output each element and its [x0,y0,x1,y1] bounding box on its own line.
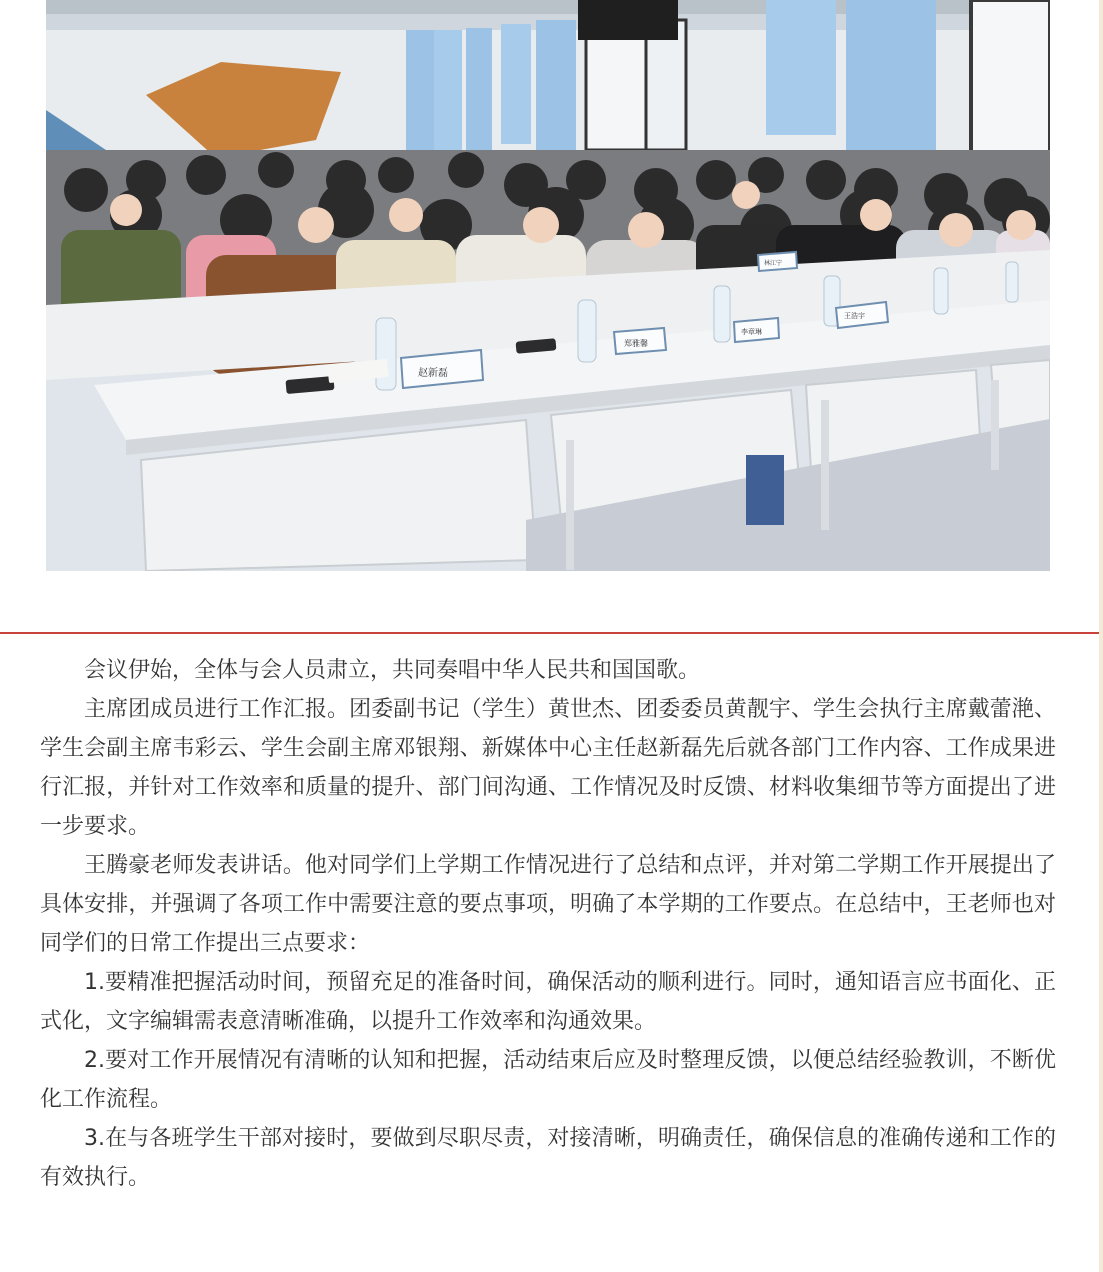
paragraph-teacher-speech: 王腾豪老师发表讲话。他对同学们上学期工作情况进行了总结和点评，并对第二学期工作开展提出了具体安排，并强调了各项工作中需要注意的要点事项，明确了本学期的工作要点。在总结中，王老师也对同学们的日常工作提出三点要求： [40,853,1056,956]
paragraph-work-report: 主席团成员进行工作汇报。团委副书记（学生）黄世杰、团委委员黄靓宇、学生会执行主席戴蕾滟、学生会副主席韦彩云、学生会副主席邓银翔、新媒体中心主任赵新磊先后就各部门工作内容、工作成果进行汇报，并针对工作效率和质量的提升、部门间沟通、工作情况及时反馈、材料收集细节等方面提出了进一步要求。 [40,697,1056,839]
nameplate-text: 王浩宇 [844,312,865,320]
article-body [40,651,1056,1197]
nameplate-text: 李章琳 [741,328,762,336]
nameplate-text: 林江宁 [764,260,783,267]
nameplate-text: 赵新磊 [418,368,448,379]
page-edge [1099,0,1103,1272]
paragraph-requirement-1: 1.要精准把握活动时间，预留充足的准备时间，确保活动的顺利进行。同时，通知语言应书面化、正式化，文字编辑需表意清晰准确，以提升工作效率和沟通效果。 [40,970,1056,1034]
section-divider [0,632,1099,634]
meeting-photo [46,0,1050,571]
paragraph-requirement-2: 2.要对工作开展情况有清晰的认知和把握，活动结束后应及时整理反馈，以便总结经验教训，不断优化工作流程。 [40,1048,1056,1112]
paragraph-anthem: 会议伊始，全体与会人员肃立，共同奏唱中华人民共和国国歌。 [84,658,701,683]
paragraph-requirement-3: 3.在与各班学生干部对接时，要做到尽职尽责，对接清晰，明确责任，确保信息的准确传递和工作的有效执行。 [40,1126,1056,1190]
nameplate-text: 郑雅馨 [624,339,648,348]
